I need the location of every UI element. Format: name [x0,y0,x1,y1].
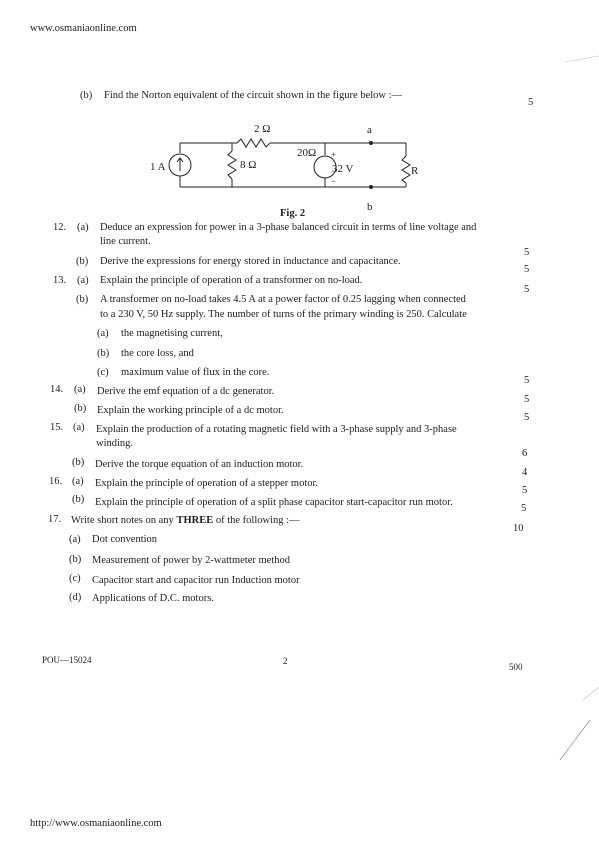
q16b-label: (b) [72,494,85,505]
q13b-label: (b) [76,294,89,305]
label-32v: 32 V [332,163,354,175]
q15b-marks: 4 [522,467,528,478]
terminal-a [369,141,373,145]
q16a-label: (a) [72,476,84,487]
q12a-line1: Deduce an expression for power in a 3-phase balanced circuit in terms of line voltage and [100,222,477,233]
footer-url[interactable]: http://www.osmaniaonline.com [30,818,162,829]
q12b-text: Derive the expressions for energy stored in inductance and capacitance. [100,256,401,267]
q12a-label: (a) [77,222,89,233]
q14a-marks: 5 [524,394,530,405]
q17-item-b-text: Measurement of power by 2-wattmeter method [92,555,290,566]
paper-code: POU—15024 [42,655,92,665]
q16a-marks: 5 [522,485,528,496]
resistor-8ohm [228,151,236,179]
q12-number: 12. [53,222,67,233]
q13a-label: (a) [77,275,89,286]
q14-number: 14. [50,384,64,395]
q13b-sub-a-text: the magnetising current, [121,328,223,339]
q13b-marks: 5 [524,375,530,386]
q17-item-a-label: (a) [69,534,81,545]
q15b-label: (b) [72,457,85,468]
label-node-b: b [367,201,373,213]
q13b-sub-c-label: (c) [97,367,109,378]
q12a-line2: line current. [100,236,151,247]
figure-caption: Fig. 2 [280,208,306,219]
q12a-marks: 5 [524,247,530,258]
label-20ohm: 20Ω [297,147,317,159]
q13b-sub-b-label: (b) [97,348,110,359]
q17-post: of the following :— [213,515,300,526]
page-number: 2 [283,656,288,666]
q11b-marks: 5 [528,97,534,108]
q17-item-d-label: (d) [69,592,82,603]
resistor-load [402,156,410,183]
q13b-sub-c-text: maximum value of flux in the core. [121,367,270,378]
q15a-line1: Explain the production of a rotating magnetic field with a 3-phase supply and 3-phase [96,424,457,435]
label-node-a: a [367,124,372,136]
up-arrow-icon [177,158,183,171]
q17-item-a-text: Dot convention [92,534,158,545]
q15a-line2: winding. [96,438,134,449]
q13b-sub-b-text: the core loss, and [121,348,194,359]
q17-marks: 10 [513,523,524,534]
label-8ohm: 8 Ω [240,159,257,171]
q13b-line2: to a 230 V, 50 Hz supply. The number of turns of the primary winding is 250. Calculate [100,309,467,320]
label-1a: 1 A [150,161,166,173]
q17-item-c-text: Capacitor start and capacitor run Induction motor [92,575,300,586]
q17-item-b-label: (b) [69,554,82,565]
q15b-text: Derive the torque equation of an induction motor. [95,459,304,470]
q16b-text: Explain the principle of operation of a split phase capacitor start-capacitor run motor. [95,497,453,508]
q13a-marks: 5 [524,284,530,295]
q13-number: 13. [53,275,67,286]
q16-number: 16. [49,476,63,487]
q14a-text: Derive the emf equation of a dc generator. [97,386,275,397]
q11b-label: (b) [80,90,93,101]
q14a-label: (a) [74,384,86,395]
q14b-marks: 5 [524,412,530,423]
copies-count: 500 [509,662,523,672]
label-2ohm: 2 Ω [254,123,271,135]
q13b-sub-a-label: (a) [97,328,109,339]
q11b-text: Find the Norton equivalent of the circuit shown in the figure below :— [104,90,403,101]
q17-bold: THREE [176,515,214,526]
q17-item-d-text: Applications of D.C. motors. [92,593,214,604]
header-url[interactable]: www.osmaniaonline.com [30,23,137,34]
q15a-marks: 6 [522,448,528,459]
q12b-label: (b) [76,256,89,267]
q17-text [71,515,300,526]
label-load-r: R [411,165,419,177]
q14b-text: Explain the working principle of a dc motor. [97,405,284,416]
label-plus: + [331,150,337,160]
terminal-b [369,185,373,189]
q17-pre: Write short notes on any [71,515,177,526]
q17-number: 17. [48,514,62,525]
q16b-marks: 5 [521,503,527,514]
q13a-text: Explain the principle of operation of a transformer on no-load. [100,275,363,286]
q15-number: 15. [50,422,64,433]
label-minus: − [331,176,337,186]
q12b-marks: 5 [524,264,530,275]
q15a-label: (a) [73,422,85,433]
q14b-label: (b) [74,403,87,414]
q13b-line1: A transformer on no-load takes 4.5 A at a power factor of 0.25 lagging when connected [100,294,466,305]
q16a-text: Explain the principle of operation of a stepper motor. [95,478,319,489]
resistor-2ohm [237,139,270,147]
q17-item-c-label: (c) [69,573,81,584]
